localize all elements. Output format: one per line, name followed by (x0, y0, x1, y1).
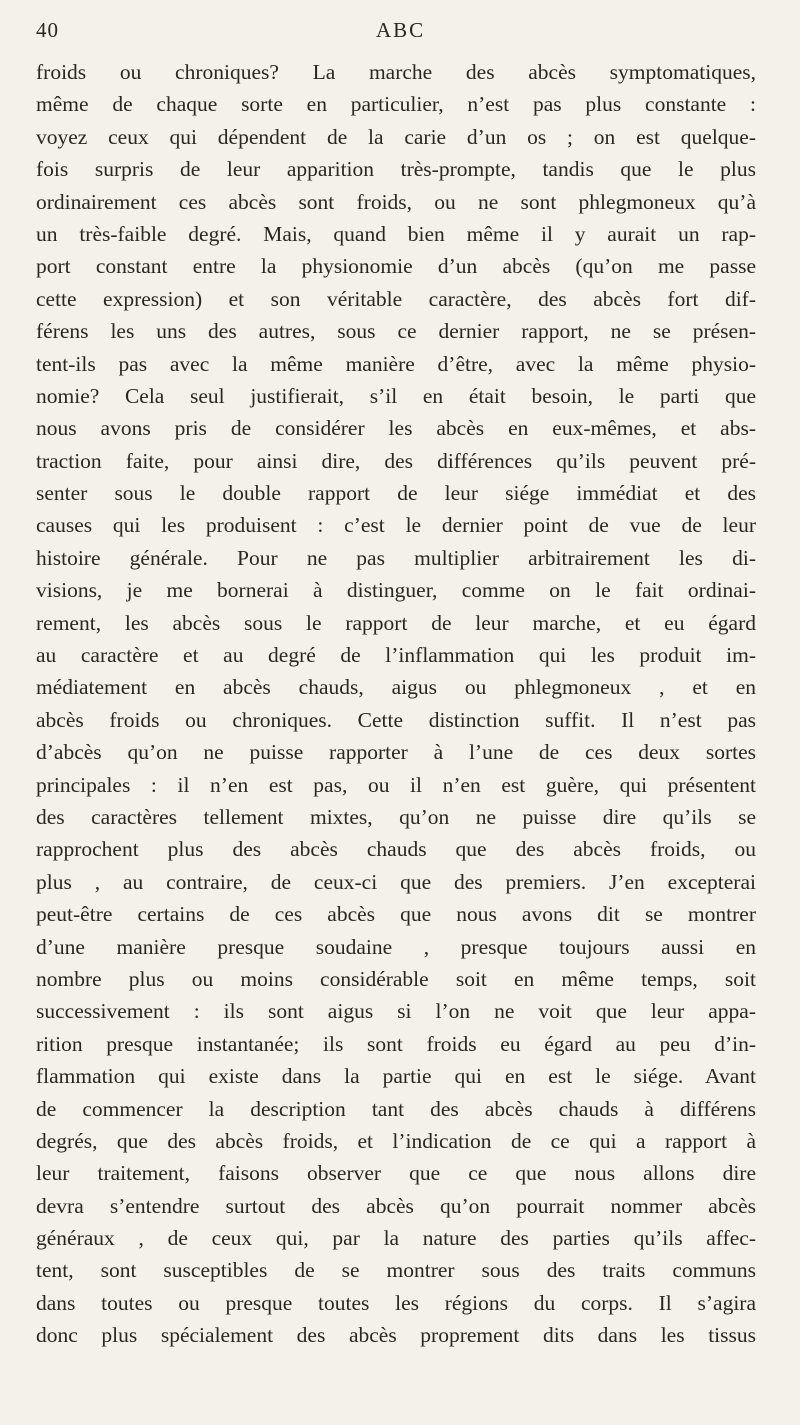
text-line: leur traitement, faisons observer que ce que nous allons dire (36, 1161, 756, 1186)
text-line: même de chaque sorte en particulier, n’est pas plus constante : (36, 92, 756, 117)
text-line: dans toutes ou presque toutes les régions du corps. Il s’agira (36, 1290, 756, 1315)
text-line: successivement : ils sont aigus si l’on ne voit que leur appa- (36, 999, 756, 1024)
text-line: rition presque instantanée; ils sont froids eu égard au peu d’in- (36, 1031, 756, 1056)
text-line: médiatement en abcès chauds, aigus ou phlegmoneux , et en (36, 675, 756, 700)
text-line: un très-faible degré. Mais, quand bien même il y aurait un rap- (36, 221, 756, 246)
text-line: principales : il n’en est pas, ou il n’en est guère, qui présentent (36, 772, 756, 797)
text-line: senter sous le double rapport de leur siége immédiat et des (36, 481, 756, 506)
text-line: d’abcès qu’on ne puisse rapporter à l’une de ces deux sortes (36, 740, 756, 765)
text-line: flammation qui existe dans la partie qui en est le siége. Avant (36, 1064, 756, 1089)
text-line: rement, les abcès sous le rapport de leur marche, et eu égard (36, 610, 756, 635)
text-line: abcès froids ou chroniques. Cette distinction suffit. Il n’est pas (36, 707, 756, 732)
text-line: traction faite, pour ainsi dire, des différences qu’ils peuvent pré- (36, 448, 756, 473)
text-line: férens les uns des autres, sous ce dernier rapport, ne se présen- (36, 319, 756, 344)
body-text (36, 56, 756, 1352)
text-line: devra s’entendre surtout des abcès qu’on pourrait nommer abcès (36, 1193, 756, 1218)
running-head: ABC (376, 18, 426, 42)
text-line: tent, sont susceptibles de se montrer sous des traits communs (36, 1258, 756, 1283)
text-line: de commencer la description tant des abcès chauds à différens (36, 1096, 756, 1121)
text-line: nombre plus ou moins considérable soit en même temps, soit (36, 966, 756, 991)
text-line: cette expression) et son véritable caractère, des abcès fort dif- (36, 286, 756, 311)
text-line: fois surpris de leur apparition très-prompte, tandis que le plus (36, 157, 756, 182)
text-line: voyez ceux qui dépendent de la carie d’un os ; on est quelque- (36, 124, 756, 149)
text-line: plus , au contraire, de ceux-ci que des premiers. J’en excepterai (36, 869, 756, 894)
page-header (36, 18, 736, 50)
text-line: donc plus spécialement des abcès proprement dits dans les tissus (36, 1323, 756, 1348)
text-line: visions, je me bornerai à distinguer, comme on le fait ordinai- (36, 578, 756, 603)
text-line: généraux , de ceux qui, par la nature des parties qu’ils affec- (36, 1226, 756, 1251)
text-line: peut-être certains de ces abcès que nous avons dit se montrer (36, 902, 756, 927)
page-number: 40 (36, 18, 59, 42)
text-line: d’une manière presque soudaine , presque toujours aussi en (36, 934, 756, 959)
text-line: froids ou chroniques? La marche des abcès symptomatiques, (36, 60, 756, 84)
text-line: histoire générale. Pour ne pas multiplier arbitrairement les di- (36, 545, 756, 570)
text-line: nomie? Cela seul justifierait, s’il en était besoin, le parti que (36, 383, 756, 408)
text-line: des caractères tellement mixtes, qu’on ne puisse dire qu’ils se (36, 804, 756, 829)
text-line: degrés, que des abcès froids, et l’indication de ce qui a rapport à (36, 1128, 756, 1153)
text-line: nous avons pris de considérer les abcès en eux-mêmes, et abs- (36, 416, 756, 441)
text-line: au caractère et au degré de l’inflammation qui les produit im- (36, 643, 756, 668)
text-line: port constant entre la physionomie d’un abcès (qu’on me passe (36, 254, 756, 279)
text-line: tent-ils pas avec la même manière d’être, avec la même physio- (36, 351, 756, 376)
text-line: rapprochent plus des abcès chauds que des abcès froids, ou (36, 837, 756, 862)
text-line: causes qui les produisent : c’est le dernier point de vue de leur (36, 513, 756, 538)
text-line: ordinairement ces abcès sont froids, ou ne sont phlegmoneux qu’à (36, 189, 756, 214)
